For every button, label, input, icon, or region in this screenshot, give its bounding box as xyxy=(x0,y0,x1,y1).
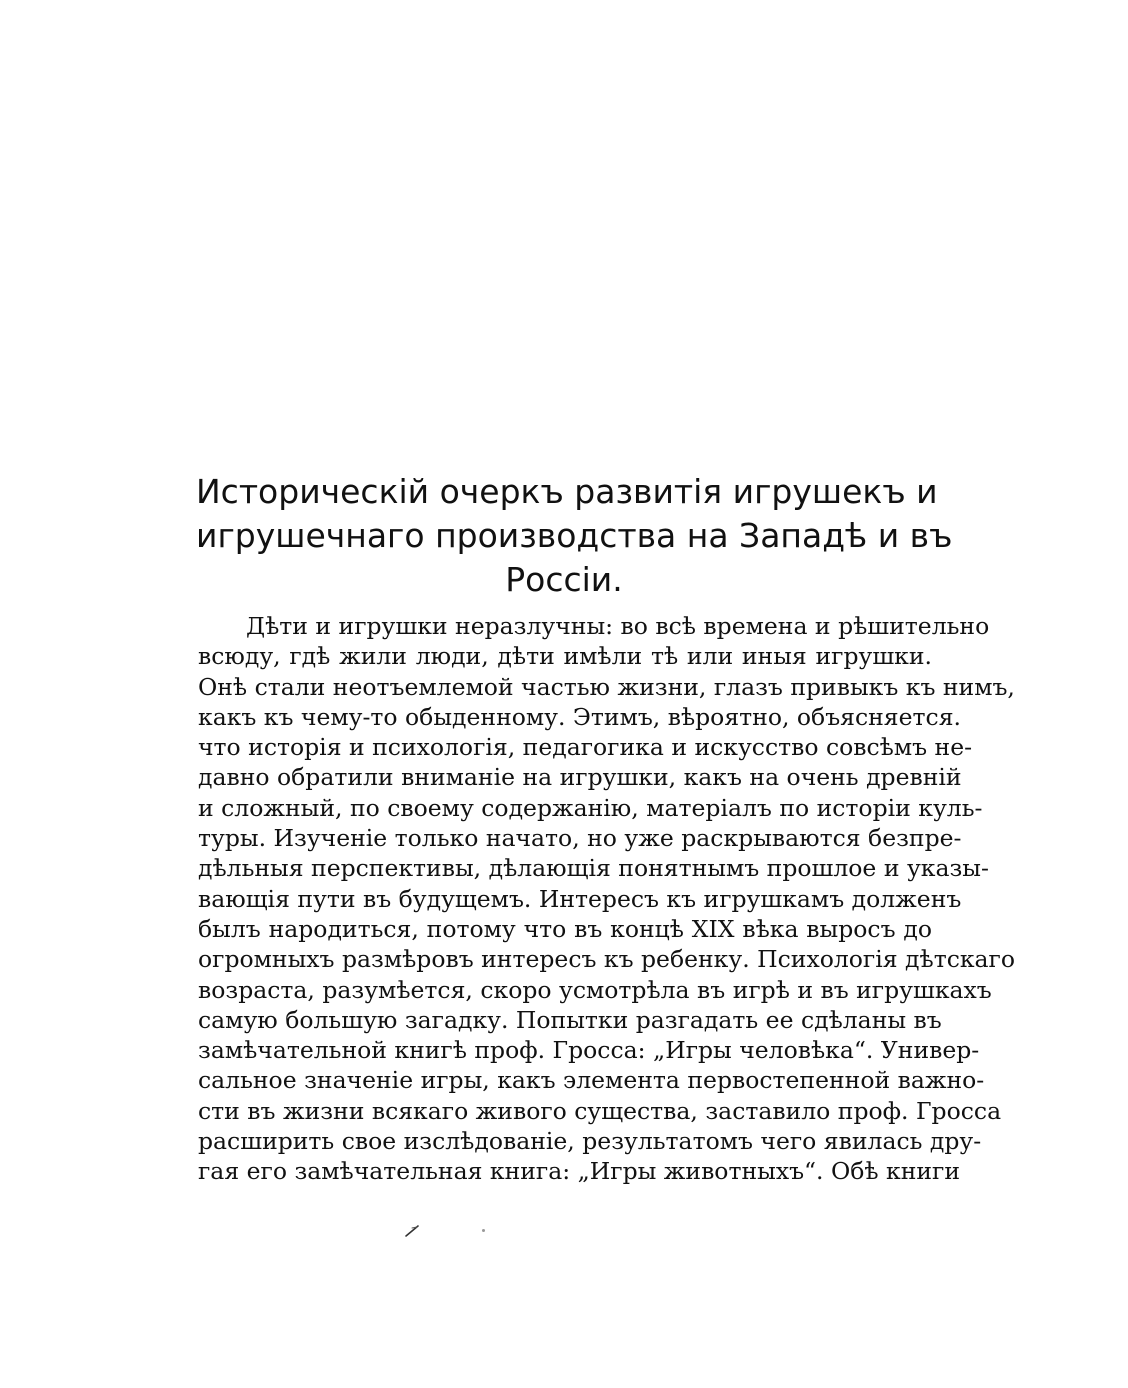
body-line: вающія пути въ будущемъ. Интересъ къ игрушкамъ долженъ xyxy=(198,884,962,913)
body-line: и сложный, по своему содержанію, матеріалъ по исторіи куль- xyxy=(198,793,983,822)
body-line: возраста, разумѣется, скоро усмотрѣла въ игрѣ и въ игрушкахъ xyxy=(198,975,992,1004)
body-line: гая его замѣчательная книга: „Игры животныхъ“. Обѣ книги xyxy=(198,1157,961,1186)
scan-speck xyxy=(482,1229,485,1232)
title-line-3: Россіи. xyxy=(505,560,623,599)
title-line-1: Историческій очеркъ развитія игрушекъ и xyxy=(196,472,938,511)
body-line: дѣльныя перспективы, дѣлающія понятнымъ прошлое и указы- xyxy=(198,854,989,883)
body-line: былъ народиться, потому что въ концѣ XIX вѣка выросъ до xyxy=(198,914,932,943)
body-line: давно обратили вниманіе на игрушки, какъ на очень древній xyxy=(198,763,962,792)
body-line: замѣчательной книгѣ проф. Гросса: „Игры человѣка“. Универ- xyxy=(198,1036,980,1065)
body-line: Дѣти и игрушки неразлучны: во всѣ времена и рѣшительно xyxy=(246,612,990,640)
title-line-2: игрушечнаго производства на Западѣ и въ xyxy=(196,516,953,555)
body-paragraph xyxy=(198,611,1016,1187)
body-line: сальное значеніе игры, какъ элемента первостепенной важно- xyxy=(198,1066,985,1095)
body-line: сти въ жизни всякаго живого существа, заставило проф. Гросса xyxy=(198,1096,1002,1125)
body-line: туры. Изученіе только начато, но уже раскрываются безпре- xyxy=(198,824,962,853)
body-line: что исторія и психологія, педагогика и искусство совсѣмъ не- xyxy=(198,733,973,762)
body-line: какъ къ чему-то обыденному. Этимъ, вѣроятно, объясняется. xyxy=(198,702,961,731)
body-line: расширить свое изслѣдованіе, результатомъ чего явилась дру- xyxy=(198,1127,982,1156)
ink-mark-icon xyxy=(404,1224,420,1238)
body-line: всюду, гдѣ жили люди, дѣти имѣли тѣ или иныя игрушки. xyxy=(198,642,932,671)
body-line: Онѣ стали неотъемлемой частью жизни, глазъ привыкъ къ нимъ, xyxy=(198,672,1015,701)
body-line: самую большую загадку. Попытки разгадать ее сдѣланы въ xyxy=(198,1005,942,1034)
chapter-title xyxy=(196,470,953,602)
body-line: огромныхъ размѣровъ интересъ къ ребенку. Психологія дѣтскаго xyxy=(198,945,1016,974)
